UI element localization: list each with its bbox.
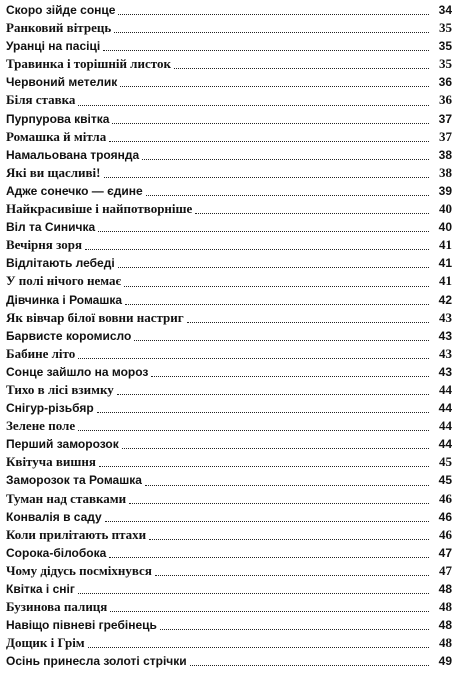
toc-entry-title: Сонце зайшло на мороз bbox=[6, 364, 149, 379]
toc-entry-page-number: 43 bbox=[438, 364, 452, 379]
toc-entry-page-number: 47 bbox=[439, 562, 452, 578]
toc-entry-page-number: 43 bbox=[439, 345, 452, 361]
toc-entry-title: Адже сонечко — єдине bbox=[6, 183, 143, 198]
dot-leader bbox=[122, 448, 429, 449]
toc-entry-page-number: 38 bbox=[438, 147, 452, 162]
dot-leader bbox=[118, 267, 429, 268]
dot-leader bbox=[190, 665, 429, 666]
toc-entry bbox=[6, 327, 452, 345]
toc-entry-title: Вечірня зоря bbox=[6, 237, 82, 253]
dot-leader bbox=[112, 123, 429, 124]
toc-entry-title: Сорока-білобока bbox=[6, 545, 107, 560]
toc-entry-page-number: 40 bbox=[439, 201, 452, 217]
toc-entry-title: Найкрасивіше і найпотворніше bbox=[6, 201, 193, 217]
toc-entry bbox=[6, 544, 452, 562]
toc-entry bbox=[6, 399, 452, 417]
toc-entry-title: Заморозок та Ромашка bbox=[6, 473, 142, 488]
toc-entry-page-number: 46 bbox=[439, 490, 452, 506]
toc-entry-page-number: 41 bbox=[439, 273, 452, 289]
toc-entry bbox=[6, 291, 452, 309]
table-of-contents bbox=[6, 1, 452, 670]
toc-entry-page-number: 44 bbox=[438, 401, 452, 416]
toc-entry-page-number: 36 bbox=[439, 92, 452, 108]
toc-entry-page-number: 34 bbox=[438, 3, 452, 17]
toc-entry-page-number: 37 bbox=[439, 128, 452, 144]
toc-entry-page-number: 48 bbox=[438, 618, 452, 633]
toc-entry bbox=[6, 236, 452, 254]
toc-entry-title: Чому дідусь посміхнувся bbox=[6, 562, 152, 578]
toc-entry bbox=[6, 417, 452, 435]
toc-entry bbox=[6, 218, 452, 236]
toc-entry bbox=[6, 91, 452, 109]
toc-entry-page-number: 36 bbox=[438, 75, 452, 90]
dot-leader bbox=[124, 286, 429, 287]
toc-entry-title: Пурпурова квітка bbox=[6, 111, 110, 126]
toc-entry bbox=[6, 182, 452, 200]
dot-leader bbox=[149, 539, 429, 540]
toc-entry-page-number: 46 bbox=[438, 509, 452, 524]
toc-entry bbox=[6, 110, 452, 128]
toc-entry-title: Осінь принесла золоті стрічки bbox=[6, 654, 187, 669]
dot-leader bbox=[78, 105, 429, 106]
toc-entry bbox=[6, 55, 452, 73]
toc-entry bbox=[6, 634, 452, 652]
toc-entry bbox=[6, 128, 452, 146]
toc-entry bbox=[6, 19, 452, 37]
toc-entry-page-number: 35 bbox=[439, 20, 452, 36]
dot-leader bbox=[134, 340, 429, 341]
toc-entry bbox=[6, 562, 452, 580]
dot-leader bbox=[105, 521, 429, 522]
toc-entry-page-number: 42 bbox=[438, 292, 452, 307]
toc-entry-page-number: 35 bbox=[438, 39, 452, 54]
toc-entry-title: Скоро зійде сонце bbox=[6, 3, 116, 17]
toc-entry-title: Бабине літо bbox=[6, 345, 76, 361]
toc-entry-title: Віл та Синичка bbox=[6, 220, 96, 235]
dot-leader bbox=[110, 611, 429, 612]
toc-entry-page-number: 44 bbox=[439, 381, 452, 397]
toc-entry-title: У полі нічого немає bbox=[6, 273, 122, 289]
toc-entry bbox=[6, 526, 452, 544]
toc-entry bbox=[6, 1, 452, 19]
toc-entry-title: Біля ставка bbox=[6, 92, 76, 108]
dot-leader bbox=[146, 195, 429, 196]
dot-leader bbox=[103, 50, 429, 51]
dot-leader bbox=[104, 177, 430, 178]
toc-entry-title: Конвалія в саду bbox=[6, 509, 102, 524]
toc-entry-title: Перший заморозок bbox=[6, 437, 119, 452]
toc-entry bbox=[6, 37, 452, 55]
toc-entry bbox=[6, 508, 452, 526]
dot-leader bbox=[118, 14, 429, 15]
toc-entry bbox=[6, 73, 452, 91]
toc-entry bbox=[6, 146, 452, 164]
dot-leader bbox=[114, 32, 429, 33]
dot-leader bbox=[78, 430, 429, 431]
dot-leader bbox=[145, 485, 429, 486]
toc-entry-title: Навіщо півневі гребінець bbox=[6, 618, 157, 633]
dot-leader bbox=[151, 376, 429, 377]
toc-entry bbox=[6, 164, 452, 182]
toc-entry-page-number: 41 bbox=[439, 237, 452, 253]
toc-entry-title: Ранковий вітрець bbox=[6, 20, 112, 36]
toc-entry-page-number: 47 bbox=[438, 545, 452, 560]
toc-entry-page-number: 35 bbox=[439, 56, 452, 72]
dot-leader bbox=[98, 231, 429, 232]
toc-entry-title: Квітка і сніг bbox=[6, 582, 75, 596]
toc-entry-title: Уранці на пасіці bbox=[6, 39, 101, 54]
toc-entry-page-number: 41 bbox=[438, 256, 452, 271]
dot-leader bbox=[109, 557, 429, 558]
toc-entry-page-number: 38 bbox=[439, 164, 452, 180]
toc-entry-title: Ромашка й мітла bbox=[6, 128, 107, 144]
dot-leader bbox=[88, 647, 429, 648]
toc-entry-title: Снігур-різьбяр bbox=[6, 401, 94, 416]
dot-leader bbox=[85, 249, 429, 250]
toc-entry-page-number: 44 bbox=[439, 418, 452, 434]
toc-entry-page-number: 37 bbox=[438, 111, 452, 126]
toc-entry bbox=[6, 254, 452, 272]
dot-leader bbox=[155, 575, 429, 576]
toc-entry-title: Червоний метелик bbox=[6, 75, 118, 90]
toc-entry-page-number: 40 bbox=[438, 220, 452, 235]
toc-entry-title: Які ви щасливі! bbox=[6, 164, 101, 180]
toc-entry bbox=[6, 616, 452, 634]
toc-entry-title: Дощик і Грім bbox=[6, 635, 85, 651]
toc-entry-title: Тихо в лісі взимку bbox=[6, 381, 114, 397]
toc-entry-page-number: 45 bbox=[438, 473, 452, 488]
toc-entry-title: Намальована троянда bbox=[6, 147, 140, 162]
dot-leader bbox=[160, 629, 429, 630]
toc-entry-page-number: 46 bbox=[439, 526, 452, 542]
toc-entry-title: Барвисте коромисло bbox=[6, 328, 132, 343]
toc-entry-page-number: 43 bbox=[438, 328, 452, 343]
toc-entry bbox=[6, 272, 452, 290]
toc-entry bbox=[6, 490, 452, 508]
toc-entry-title: Туман над ставками bbox=[6, 490, 127, 506]
dot-leader bbox=[78, 593, 429, 594]
toc-entry bbox=[6, 363, 452, 381]
toc-entry-title: Коли прилітають птахи bbox=[6, 526, 147, 542]
toc-entry-page-number: 48 bbox=[439, 599, 452, 615]
toc-entry-page-number: 48 bbox=[438, 582, 452, 596]
toc-entry bbox=[6, 453, 452, 471]
dot-leader bbox=[129, 503, 429, 504]
dot-leader bbox=[187, 322, 429, 323]
toc-entry bbox=[6, 345, 452, 363]
dot-leader bbox=[174, 68, 429, 69]
dot-leader bbox=[99, 466, 429, 467]
dot-leader bbox=[78, 358, 429, 359]
toc-entry-title: Відлітають лебеді bbox=[6, 256, 115, 271]
toc-entry-page-number: 45 bbox=[439, 454, 452, 470]
toc-entry bbox=[6, 435, 452, 453]
toc-entry-page-number: 48 bbox=[439, 635, 452, 651]
dot-leader bbox=[120, 86, 429, 87]
toc-entry bbox=[6, 200, 452, 218]
dot-leader bbox=[97, 412, 429, 413]
dot-leader bbox=[195, 213, 429, 214]
toc-entry bbox=[6, 598, 452, 616]
toc-entry-title: Як вівчар білої вовни настриг bbox=[6, 309, 184, 325]
toc-entry bbox=[6, 471, 452, 489]
toc-entry-page-number: 49 bbox=[438, 654, 452, 669]
toc-entry-title: Дівчинка і Ромашка bbox=[6, 292, 123, 307]
dot-leader bbox=[125, 304, 429, 305]
toc-entry bbox=[6, 580, 452, 598]
toc-entry-title: Зелене поле bbox=[6, 418, 76, 434]
toc-entry-page-number: 39 bbox=[438, 183, 452, 198]
toc-entry bbox=[6, 309, 452, 327]
dot-leader bbox=[109, 141, 429, 142]
toc-entry bbox=[6, 381, 452, 399]
toc-entry-title: Квітуча вишня bbox=[6, 454, 96, 470]
toc-entry-title: Бузинова палиця bbox=[6, 599, 108, 615]
dot-leader bbox=[142, 159, 429, 160]
dot-leader bbox=[117, 394, 429, 395]
toc-entry bbox=[6, 652, 452, 670]
toc-entry-page-number: 43 bbox=[439, 309, 452, 325]
toc-entry-page-number: 44 bbox=[438, 437, 452, 452]
toc-entry-title: Травинка і торішній листок bbox=[6, 56, 171, 72]
